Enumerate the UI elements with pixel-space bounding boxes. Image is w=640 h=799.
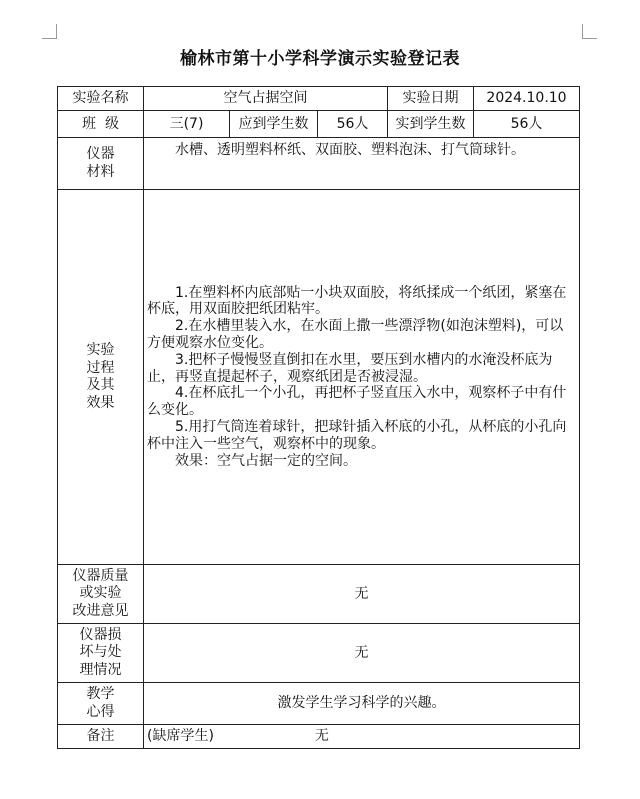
actual-students-label: 实到学生数 [388, 111, 474, 138]
registration-table [57, 86, 580, 749]
process-step-1: 1.在塑料杯内底部贴一小块双面胶，将纸揉成一个纸团，紧塞在杯底，用双面胶把纸团粘牢。 [147, 284, 567, 318]
process-step-4: 4.在杯底扎一个小孔，再把杯子竖直压入水中，观察杯子中有什么变化。 [147, 385, 567, 419]
quality-label [58, 565, 144, 624]
damage-label-line-1: 仪器损 [79, 626, 122, 643]
row-class-info [58, 111, 580, 138]
damage-label [58, 624, 144, 683]
absent-students-value: 无 [314, 728, 329, 745]
row-materials [58, 138, 580, 190]
process-step-5: 5.用打气筒连着球针，把球针插入杯底的小孔，从杯底的小孔向杯中注入一些空气，观察杯中的现象。 [147, 418, 567, 452]
quality-label-line-2: 或实验 [79, 585, 122, 602]
quality-label-line-1: 仪器质量 [72, 567, 129, 584]
process-label-line-4: 效果 [86, 394, 115, 411]
experiment-name-value: 空气占据空间 [144, 87, 388, 111]
row-experiment-name [58, 87, 580, 111]
materials-label-line-2: 材料 [86, 163, 115, 180]
remarks-label: 备注 [58, 725, 144, 749]
row-damage [58, 624, 580, 683]
class-value: 三(7) [144, 111, 230, 138]
process-label-line-1: 实验 [86, 342, 115, 358]
actual-students-value: 56人 [474, 111, 580, 138]
reflection-value: 激发学生学习科学的兴趣。 [144, 683, 580, 725]
process-step-2: 2.在水槽里装入水，在水面上撒一些漂浮物(如泡沫塑料)，可以方便观察水位变化。 [147, 318, 564, 351]
process-effect: 效果：空气占据一定的空间。 [175, 452, 357, 469]
process-label-line-3: 及其 [86, 377, 115, 393]
materials-label-line-1: 仪器 [86, 146, 115, 162]
experiment-date-value: 2024.10.10 [474, 87, 580, 111]
damage-value: 无 [144, 624, 580, 683]
damage-label-line-2: 坏与处 [79, 644, 122, 661]
row-process [58, 190, 580, 565]
experiment-date-label: 实验日期 [388, 87, 474, 111]
row-quality [58, 565, 580, 624]
reflection-label-line-2: 心得 [86, 703, 115, 720]
expected-students-value: 56人 [318, 111, 388, 138]
class-label: 班 级 [58, 111, 144, 138]
materials-label [58, 138, 144, 190]
row-reflection [58, 683, 580, 725]
quality-value: 无 [144, 565, 580, 624]
process-value [144, 190, 580, 565]
quality-label-line-3: 改进意见 [72, 602, 129, 619]
absent-students-label: (缺席学生) [147, 728, 214, 745]
reflection-label [58, 683, 144, 725]
crop-mark-top-left [42, 24, 57, 39]
damage-label-line-3: 理情况 [79, 661, 122, 678]
remarks-value [144, 725, 580, 749]
process-step-3: 3.把杯子慢慢竖直倒扣在水里，要压到水槽内的水淹没杯底为止，再竖直提起杯子，观察纸团是否被浸湿。 [147, 351, 553, 385]
materials-value [144, 138, 580, 190]
expected-students-label: 应到学生数 [230, 111, 318, 138]
experiment-name-label: 实验名称 [58, 87, 144, 111]
materials-text: 水槽、透明塑料杯纸、双面胶、塑料泡沫、打气筒球针。 [175, 142, 525, 158]
crop-mark-top-right [582, 24, 597, 39]
reflection-label-line-1: 教学 [86, 686, 115, 702]
document-title: 榆林市第十小学科学演示实验登记表 [180, 49, 460, 69]
row-remarks [58, 725, 580, 749]
process-label-line-2: 过程 [86, 359, 115, 376]
process-label [58, 190, 144, 565]
